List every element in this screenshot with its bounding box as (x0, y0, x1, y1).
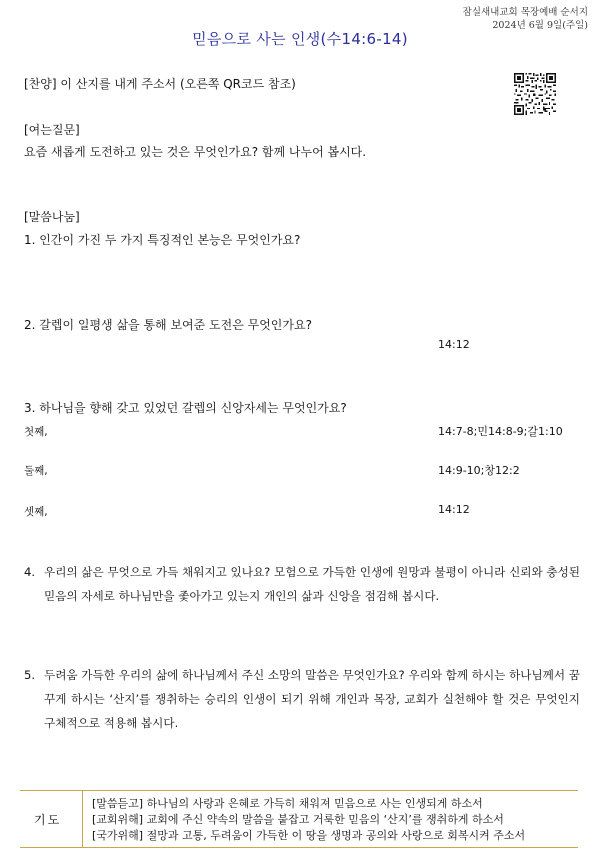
prayer-line-nation: [국가위해] 절망과 고통, 두려움이 가득한 이 땅을 생명과 공의와 사랑으로 회복시켜 주소서 (92, 829, 526, 842)
page-title: 믿음으로 사는 인생(수14:6-14) (192, 30, 408, 48)
prayer-line-word: [말씀듣고] 하나님의 사랑과 은혜로 가득히 채워져 믿음으로 사는 인생되게 하소서 (92, 797, 483, 810)
question-5-text: 두려움 가득한 우리의 삶에 하나님께서 주신 소망의 말씀은 무엇인가요? 우리와 함께 하시는 하나님께서 꿈꾸게 하시는 ‘산지’를 쟁취하는 승리의 인생이 되기 위해 개인과 목장, 교회가 실천해야 할 것은 무엇인지 구체적으로 적용해 봅시다. (44, 668, 580, 730)
prayer-label: 기도 (34, 813, 62, 827)
prayer-line-church: [교회위해] 교회에 주신 약속의 말씀을 붙잡고 거룩한 믿음의 ‘산지’를 쟁취하게 하소서 (92, 813, 504, 826)
hymn-line: [찬양] 이 산지를 내게 주소서 (오른쪽 QR코드 참조) (24, 77, 296, 91)
first-label: 첫째, (24, 426, 48, 438)
opening-question: 요즘 새롭게 도전하고 있는 것은 무엇인가요? 함께 나누어 봅시다. (24, 145, 367, 159)
qr-code-icon[interactable] (514, 73, 556, 115)
question-4 (24, 560, 580, 608)
opening-heading: [여는질문] (24, 123, 80, 137)
question-3: 3. 하나님을 향해 갖고 있었던 갈렙의 신앙자세는 무엇인가요? (24, 401, 347, 415)
word-heading: [말씀나눔] (24, 210, 80, 224)
second-label: 둘째, (24, 465, 48, 477)
header-date-line: 2024년 6월 9일(주일) (492, 20, 588, 31)
question-5 (24, 663, 580, 735)
prayer-box (20, 790, 578, 848)
third-label: 셋째, (24, 506, 48, 518)
second-ref: 14:9-10;창12:2 (438, 464, 520, 477)
question-5-number: 5. (24, 668, 36, 682)
header-church-line: 잠실새내교회 목장예배 순서지 (462, 7, 588, 18)
third-ref: 14:12 (438, 503, 470, 516)
first-ref: 14:7-8;민14:8-9;갈1:10 (438, 425, 563, 438)
question-2: 2. 갈렙이 일평생 삶을 통해 보여준 도전은 무엇인가요? (24, 318, 312, 332)
question-4-number: 4. (24, 565, 36, 579)
question-2-ref: 14:12 (438, 338, 470, 351)
prayer-divider (82, 791, 83, 847)
question-4-text: 우리의 삶은 무엇으로 가득 채워지고 있나요? 모험으로 가득한 인생에 원망과 불평이 아니라 신뢰와 충성된 믿음의 자세로 하나님만을 좇아가고 있는지 개인의 삶과 신앙을 점검해 봅시다. (44, 565, 580, 603)
question-1: 1. 인간이 가진 두 가지 특징적인 본능은 무엇인가요? (24, 233, 301, 247)
